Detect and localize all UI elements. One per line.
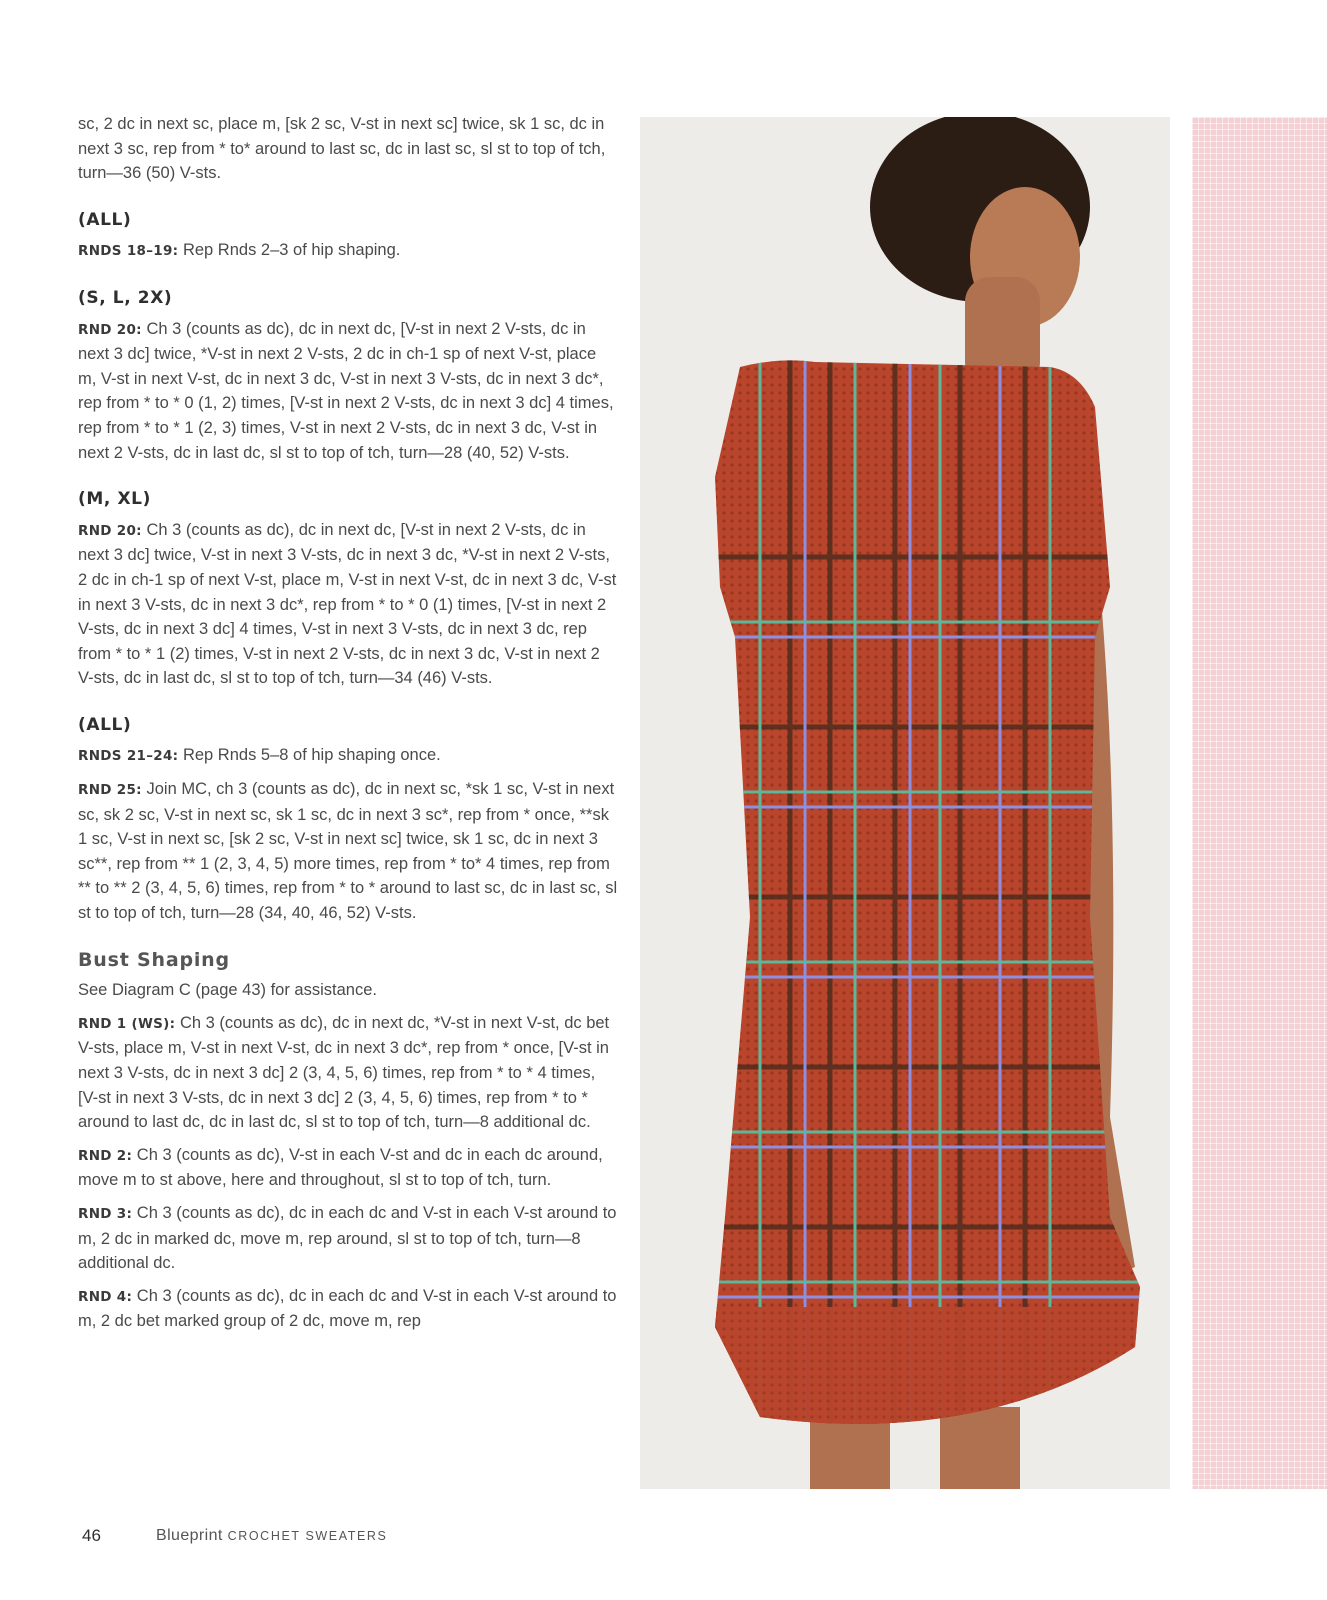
round-text: Ch 3 (counts as dc), dc in each dc and V-st in each V-st around to m, 2 dc in marked dc, move m, rep around, sl st to top of tch, turn—8 additional dc. xyxy=(78,1203,617,1273)
book-subtitle: CROCHET SWEATERS xyxy=(227,1529,388,1543)
paragraph xyxy=(78,1284,618,1334)
paragraph xyxy=(78,777,618,926)
paragraph: sc, 2 dc in next sc, place m, [sk 2 sc, V-st in next sc] twice, sk 1 sc, dc in next 3 sc, rep from * to* around to last sc, dc in last sc, sl st to top of tch, turn—36 (50) V-sts. xyxy=(78,115,606,183)
round-text: Ch 3 (counts as dc), dc in next dc, [V-st in next 2 V-sts, dc in next 3 dc] twice, V-st in next 3 V-sts, dc in next 3 dc, *V-st in next 2 V-sts, 2 dc in ch-1 sp of next V-st, place m, V-st in next V-st, dc in next 3 dc, V-st in next 3 V-sts, dc in next 3 dc*, rep from * to * 0 (1) times, [V-st in next 2 V-sts, dc in next 3 dc] 4 times, V-st in next 3 V-sts, dc in next 3 dc, rep from * to * 1 (2) times, V-st in next 2 V-sts, dc in next 3 dc, V-st in next 2 V-sts, dc in last dc, sl st to top of tch, turn—34 (46) V-sts. xyxy=(78,520,617,688)
pink-grid-strip xyxy=(1192,117,1327,1489)
round-label: RNDS 18–19: xyxy=(78,243,179,260)
size-heading: (ALL) xyxy=(78,714,132,735)
round-text: Join MC, ch 3 (counts as dc), dc in next sc, *sk 1 sc, V-st in next sc, sk 2 sc, V-st in next sc, sk 1 sc, dc in next 3 sc*, rep from * once, **sk 1 sc, V-st in next sc, [sk 2 sc, V-st in next sc] twice, sk 1 sc, dc in next 3 sc**, rep from ** 1 (2, 3, 4, 5) more times, rep from * to* 4 times, rep from ** to ** 2 (3, 4, 5, 6) times, rep from * to * around to last sc, dc in last sc, sl st to top of tch, turn—28 (34, 40, 46, 52) V-sts. xyxy=(78,780,618,923)
page-number: 46 xyxy=(82,1526,101,1545)
size-heading: (S, L, 2X) xyxy=(78,287,173,308)
section-heading: Bust Shaping xyxy=(78,948,230,971)
round-label: RND 1 (WS): xyxy=(78,1015,176,1032)
paragraph xyxy=(78,317,618,466)
running-footer xyxy=(156,1527,387,1545)
round-text: Ch 3 (counts as dc), dc in each dc and V-st in each V-st around to m, 2 dc bet marked group of 2 dc, move m, rep xyxy=(78,1286,617,1331)
size-heading: (M, XL) xyxy=(78,489,151,510)
round-text: Ch 3 (counts as dc), dc in next dc, [V-st in next 2 V-sts, dc in next 3 dc] twice, *V-st in next 2 V-sts, 2 dc in ch-1 sp of next V-st, place m, V-st in next V-st, dc in next 3 dc, V-st in next 3 V-sts, dc in next 3 dc*, rep from * to * 0 (1, 2) times, [V-st in next 2 V-sts, dc in next 3 dc] 4 times, rep from * to * 1 (2, 3) times, V-st in next 2 V-sts, dc in next 3 dc, V-st in next 2 V-sts, dc in last dc, sl st to top of tch, turn—28 (40, 52) V-sts. xyxy=(78,319,614,462)
round-text: Ch 3 (counts as dc), V-st in each V-st and dc in each dc around, move m to st above, here and throughout, sl st to top of tch, turn. xyxy=(78,1145,603,1190)
round-text: Ch 3 (counts as dc), dc in next dc, *V-st in next V-st, dc bet V-sts, place m, V-st in next V-st, dc in next 3 dc*, rep from * once, [V-st in next 3 V-sts, dc in next 3 dc] 2 (3, 4, 5, 6) times, rep from * to * 4 times, [V-st in next 3 V-sts, dc in next 3 dc] 2 (3, 4, 5, 6) times, rep from * to * around to last dc, dc in last dc, sl st to top of tch, turn—8 additional dc. xyxy=(78,1013,610,1132)
round-label: RND 20: xyxy=(78,522,142,539)
round-text: Rep Rnds 2–3 of hip shaping. xyxy=(178,241,401,260)
paragraph xyxy=(78,1201,618,1276)
round-label: RND 2: xyxy=(78,1147,133,1164)
dress-photo xyxy=(640,117,1170,1489)
round-label: RND 3: xyxy=(78,1205,133,1222)
book-title: Blueprint xyxy=(156,1527,223,1544)
paragraph xyxy=(78,743,618,769)
paragraph xyxy=(78,1011,618,1135)
model-illustration xyxy=(640,117,1170,1489)
round-label: RNDS 21–24: xyxy=(78,748,179,765)
round-text: Rep Rnds 5–8 of hip shaping once. xyxy=(178,746,441,765)
paragraph xyxy=(78,518,618,691)
paragraph xyxy=(78,238,618,264)
instructions-column xyxy=(78,112,618,1342)
size-heading: (ALL) xyxy=(78,209,132,230)
round-label: RND 20: xyxy=(78,321,142,338)
paragraph: See Diagram C (page 43) for assistance. xyxy=(78,981,377,1000)
paragraph xyxy=(78,1143,618,1193)
round-label: RND 4: xyxy=(78,1288,133,1305)
round-label: RND 25: xyxy=(78,782,142,799)
